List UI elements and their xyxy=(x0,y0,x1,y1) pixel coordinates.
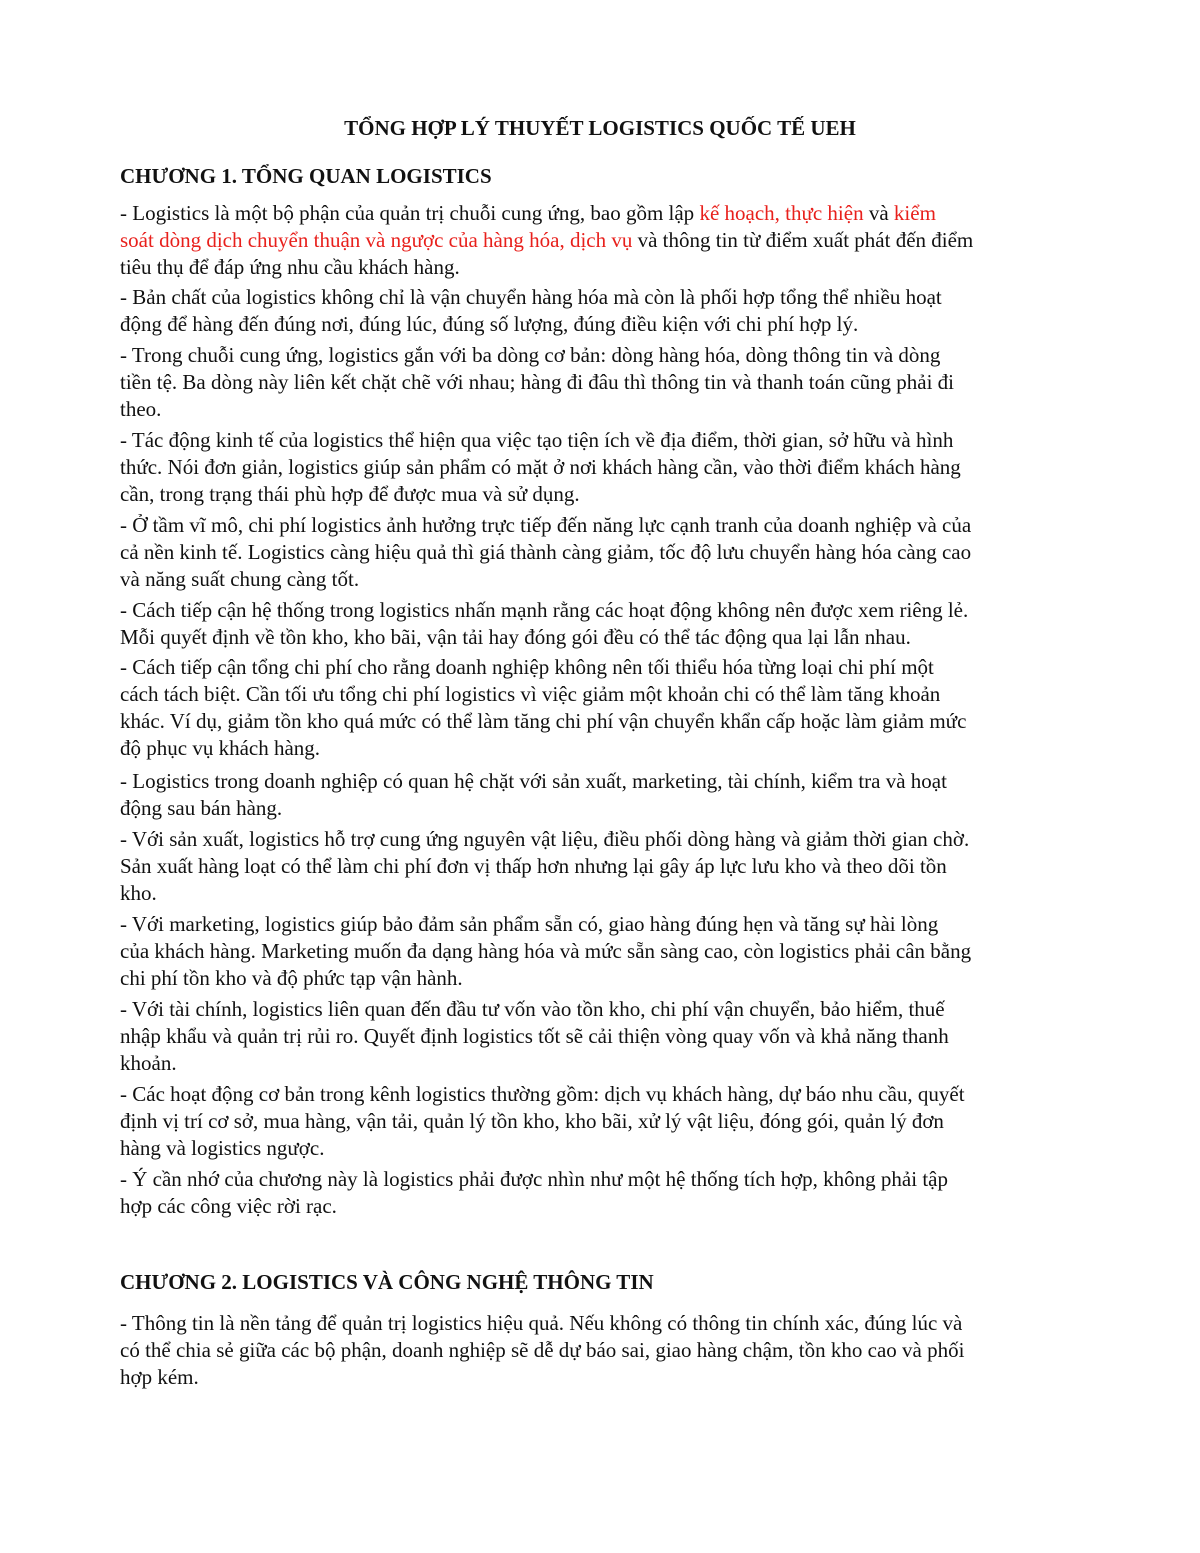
text-run: - Logistics là một bộ phận của quản trị chuỗi cung ứng, bao gồm lập xyxy=(120,201,700,225)
paragraph-line: thức. Nói đơn giản, logistics giúp sản phẩm có mặt ở nơi khách hàng cần, vào thời điểm khách hàng xyxy=(120,455,961,479)
document-title: TỔNG HỢP LÝ THUYẾT LOGISTICS QUỐC TẾ UEH xyxy=(344,116,856,140)
paragraph-line: - Cách tiếp cận hệ thống trong logistics nhấn mạnh rằng các hoạt động không nên được xem riêng lẻ. xyxy=(120,598,969,622)
chapter-2-heading: CHƯƠNG 2. LOGISTICS VÀ CÔNG NGHỆ THÔNG TIN xyxy=(120,1270,654,1294)
paragraph-line: cần, trong trạng thái phù hợp để được mua và sử dụng. xyxy=(120,482,580,506)
paragraph-line: hợp kém. xyxy=(120,1365,199,1389)
paragraph-line xyxy=(120,200,1090,227)
paragraph-line: theo. xyxy=(120,397,162,421)
paragraph-line: - Với marketing, logistics giúp bảo đảm sản phẩm sẵn có, giao hàng đúng hẹn và tăng sự hài lòng xyxy=(120,912,939,936)
text-run: và thông tin từ điểm xuất phát đến điểm xyxy=(632,228,974,252)
paragraph-line: Mỗi quyết định về tồn kho, kho bãi, vận tải hay đóng gói đều có thể tác động qua lại lẫn nhau. xyxy=(120,625,911,649)
chapter-1-paragraph-4 xyxy=(120,427,1090,508)
paragraph-line: - Ý cần nhớ của chương này là logistics phải được nhìn như một hệ thống tích hợp, không phải tập xyxy=(120,1167,948,1191)
paragraph-line: động để hàng đến đúng nơi, đúng lúc, đúng số lượng, đúng điều kiện với chi phí hợp lý. xyxy=(120,312,859,336)
paragraph-line: khác. Ví dụ, giảm tồn kho quá mức có thể làm tăng chi phí vận chuyển khẩn cấp hoặc làm giảm mức xyxy=(120,709,967,733)
paragraph-line: cả nền kinh tế. Logistics càng hiệu quả thì giá thành càng giảm, tốc độ lưu chuyển hàng hóa càng cao xyxy=(120,540,972,564)
text-run: và xyxy=(863,201,894,225)
paragraph-line: - Thông tin là nền tảng để quản trị logistics hiệu quả. Nếu không có thông tin chính xác, đúng lúc và xyxy=(120,1311,963,1335)
paragraph-line: - Với tài chính, logistics liên quan đến đầu tư vốn vào tồn kho, chi phí vận chuyển, bảo hiểm, thuế xyxy=(120,997,945,1021)
paragraph-line: - Ở tầm vĩ mô, chi phí logistics ảnh hưởng trực tiếp đến năng lực cạnh tranh của doanh nghiệp và của xyxy=(120,513,972,537)
paragraph-line: - Với sản xuất, logistics hỗ trợ cung ứng nguyên vật liệu, điều phối dòng hàng và giảm thời gian chờ. xyxy=(120,827,970,851)
paragraph-line: - Tác động kinh tế của logistics thể hiện qua việc tạo tiện ích về địa điểm, thời gian, sở hữu và hình xyxy=(120,428,954,452)
paragraph-line: có thể chia sẻ giữa các bộ phận, doanh nghiệp sẽ dễ dự báo sai, giao hàng chậm, tồn kho cao và phối xyxy=(120,1338,965,1362)
chapter-1-paragraph-6 xyxy=(120,597,1090,651)
paragraph-line: tiền tệ. Ba dòng này liên kết chặt chẽ với nhau; hàng đi đâu thì thông tin và thanh toán cũng phải đi xyxy=(120,370,954,394)
chapter-1-paragraph-7 xyxy=(120,654,1090,762)
paragraph-line xyxy=(120,227,1090,254)
paragraph-line: động sau bán hàng. xyxy=(120,796,283,820)
paragraph-line: - Logistics trong doanh nghiệp có quan hệ chặt với sản xuất, marketing, tài chính, kiểm tra và hoạt xyxy=(120,769,947,793)
paragraph-line: và năng suất chung càng tốt. xyxy=(120,567,360,591)
paragraph-line: cách tách biệt. Cần tối ưu tổng chi phí logistics vì việc giảm một khoản chi có thể làm tăng khoản xyxy=(120,682,941,706)
paragraph-line: tiêu thụ để đáp ứng nhu cầu khách hàng. xyxy=(120,255,460,279)
paragraph-line: Sản xuất hàng loạt có thể làm chi phí đơn vị thấp hơn nhưng lại gây áp lực lưu kho và theo dõi tồn xyxy=(120,854,947,878)
chapter-1-heading: CHƯƠNG 1. TỔNG QUAN LOGISTICS xyxy=(120,164,492,188)
highlighted-text: kiểm xyxy=(893,201,936,225)
chapter-1-paragraph-13 xyxy=(120,1166,1090,1220)
paragraph-line: - Trong chuỗi cung ứng, logistics gắn với ba dòng cơ bản: dòng hàng hóa, dòng thông tin và dòng xyxy=(120,343,941,367)
paragraph-line: chi phí tồn kho và độ phức tạp vận hành. xyxy=(120,966,463,990)
chapter-2-paragraph-1 xyxy=(120,1310,1090,1391)
paragraph-line: - Bản chất của logistics không chỉ là vận chuyển hàng hóa mà còn là phối hợp tổng thể nhiều hoạt xyxy=(120,285,942,309)
chapter-1-paragraph-12 xyxy=(120,1081,1090,1162)
paragraph-line: hợp các công việc rời rạc. xyxy=(120,1194,337,1218)
paragraph-line: định vị trí cơ sở, mua hàng, vận tải, quản lý tồn kho, kho bãi, xử lý vật liệu, đóng gói, quản lý đơn xyxy=(120,1109,944,1133)
paragraph-line: nhập khẩu và quản trị rủi ro. Quyết định logistics tốt sẽ cải thiện vòng quay vốn và khả năng thanh xyxy=(120,1024,949,1048)
chapter-1-paragraph-3 xyxy=(120,342,1090,423)
paragraph-line: của khách hàng. Marketing muốn đa dạng hàng hóa và mức sẵn sàng cao, còn logistics phải cân bằng xyxy=(120,939,972,963)
chapter-1-paragraph-11 xyxy=(120,996,1090,1077)
paragraph-line: độ phục vụ khách hàng. xyxy=(120,736,321,760)
chapter-1-paragraph-5 xyxy=(120,512,1090,593)
chapter-1-paragraph-10 xyxy=(120,911,1090,992)
chapter-1-paragraph-9 xyxy=(120,826,1090,907)
chapter-1-paragraph-2 xyxy=(120,284,1090,338)
paragraph-line: - Cách tiếp cận tổng chi phí cho rằng doanh nghiệp không nên tối thiểu hóa từng loại chi phí một xyxy=(120,655,934,679)
chapter-1-paragraph-8 xyxy=(120,768,1090,822)
paragraph-line: - Các hoạt động cơ bản trong kênh logistics thường gồm: dịch vụ khách hàng, dự báo nhu cầu, quyết xyxy=(120,1082,965,1106)
chapter-1-paragraph-1 xyxy=(120,200,1090,281)
paragraph-line: khoản. xyxy=(120,1051,177,1075)
paragraph-line: hàng và logistics ngược. xyxy=(120,1136,325,1160)
highlighted-text: soát dòng dịch chuyển thuận và ngược của hàng hóa, dịch vụ xyxy=(120,228,633,252)
highlighted-text: kế hoạch, thực hiện xyxy=(699,201,864,225)
paragraph-line: kho. xyxy=(120,881,157,905)
